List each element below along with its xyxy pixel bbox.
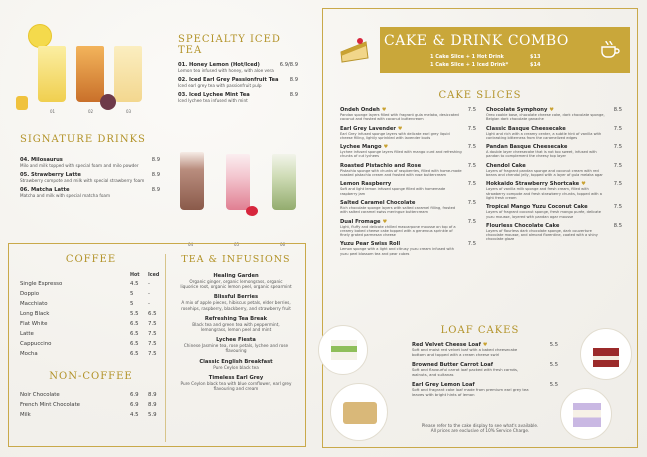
section-title: LOAF CAKES — [440, 325, 520, 336]
loaf-price: 5.5 — [549, 342, 558, 348]
cake-photo-earl-lavender — [560, 388, 612, 440]
photo-label: 05 — [234, 242, 240, 247]
photo-label: 01 — [50, 109, 56, 114]
photo-label: 06 — [280, 242, 286, 247]
photo-label: 03 — [126, 109, 132, 114]
cake-item — [340, 219, 476, 238]
cake-name-text: Yuzu Pear Swiss Roll — [340, 241, 401, 248]
menu-item-name: 06. Matcha Latte — [20, 187, 70, 194]
menu-item-desc: Iced earl grey tea with passionfruit pulp — [178, 83, 262, 89]
heart-icon: ♥ — [549, 107, 554, 113]
cake-slice-icon — [338, 32, 372, 66]
tea-name: Blissful Berries — [213, 294, 259, 301]
price-row — [20, 301, 162, 311]
cake-name-text: Lemon Raspberry — [340, 181, 392, 188]
price-hot: 6.9 — [130, 402, 139, 408]
menu-item-price: 8.9 — [151, 187, 160, 194]
cake-price: 7.5 — [613, 125, 622, 132]
tea-item — [170, 273, 302, 289]
cake-price: 7.5 — [467, 125, 476, 132]
cake-desc: Pandan sponge layers filled with fragrant gula melaka, desiccated coconut and frosted with coconut buttercream — [340, 113, 459, 122]
loaf-desc: Soft and moist red velvet loaf with a baked cheesecake bottom and topped with a cream cheese swirl — [412, 347, 518, 357]
loaf-item — [412, 362, 558, 377]
cake-name-text: Dual Fromage — [340, 218, 381, 225]
menu-item-price: 8.9 — [151, 172, 160, 179]
cake-photo-ondeh — [318, 325, 368, 375]
combo-line: 1 Cake Slice + 1 Hot Drink — [430, 54, 504, 60]
cake-price: 7.5 — [613, 162, 622, 169]
price-row — [20, 321, 162, 331]
heart-icon: ♥ — [382, 218, 388, 225]
tea-item — [170, 294, 302, 310]
cake-desc: Lemon sponge with a light and citrusy yuzu cream infused with yuzu peel blossom tea and pear cubes — [340, 247, 455, 256]
loaf-name-text: Browned Butter Carrot Loaf — [412, 362, 493, 368]
tea-item — [170, 316, 302, 332]
cake-desc: Rich chocolate sponge layers with salted caramel filling, frosted with salted caramel swiss meringue buttercream — [340, 205, 456, 215]
section-title: CAKE SLICES — [438, 90, 522, 101]
cake-name-text: Tropical Mango Yuzu Coconut Cake — [486, 204, 588, 211]
cake-item — [486, 144, 622, 159]
tea-desc: Black tea and green tea with peppermint, lemongrass, lemon peel and mint — [192, 321, 280, 333]
heart-icon: ♥ — [383, 144, 389, 151]
combo-price: $13 — [530, 54, 541, 60]
tea-item — [170, 375, 302, 391]
coffee-cup-icon — [598, 37, 622, 61]
cake-desc: Light, fluffy and delicate chilled mascarpone mousse on top of a creamy baked cheese cake topped with a generous sprinkle of finely grated parmesan cheese — [340, 224, 456, 238]
item-name: Long Black — [20, 311, 50, 317]
price-iced: 8.9 — [148, 392, 157, 398]
price-hot: 4.5 — [130, 412, 139, 418]
price-hot: 6.5 — [130, 331, 139, 337]
loaf-item — [412, 382, 558, 397]
tea-section — [170, 254, 302, 396]
cake-name-text: Chendol Cake — [486, 162, 526, 169]
item-name: Milk — [20, 412, 31, 418]
coffee-section — [20, 254, 162, 422]
cake-item — [340, 181, 476, 196]
price-iced: - — [148, 291, 150, 297]
section-title: SIGNATURE DRINKS — [20, 134, 146, 145]
loaf-item — [412, 342, 558, 357]
section-title: SPECIALTY ICED TEA — [178, 34, 281, 56]
menu-item-name: 01. Honey Lemon (Hot/Iced) — [178, 62, 260, 68]
item-name: French Mint Chocolate — [20, 402, 80, 408]
col-hot: Hot — [130, 273, 140, 278]
menu-item-desc: Milo and milk topped with special foam and milo powder — [20, 163, 139, 168]
price-row — [20, 311, 162, 321]
tea-desc: A mix of apple pieces, hibiscus petals, elder berries, rosehips, raspberry, blackberry, and strawberry fruit — [181, 300, 291, 311]
col-iced: Iced — [148, 273, 160, 278]
menu-item-desc: Lemon tea infused with honey, with aloe vera — [178, 68, 274, 73]
cake-desc: Layers of fragrant pandan sponge and coconut cream with red beans and chendol jelly, topped with a layer of gula melaka agar — [486, 168, 603, 178]
price-iced: 7.5 — [148, 321, 157, 327]
signature-photos — [170, 140, 310, 250]
menu-item-price: 8.9 — [289, 92, 298, 99]
loaf-desc: Soft and flavourful carrot loaf packed with fresh carrots, walnuts, and sultanas — [412, 367, 519, 377]
cake-price: 7.5 — [467, 199, 476, 206]
cake-name-text: Salted Caramel Chocolate — [340, 199, 416, 206]
heart-icon: ♥ — [397, 125, 403, 132]
menu-item-name: 02. Iced Earl Grey Passionfruit Tea — [178, 77, 279, 84]
cake-item — [340, 163, 476, 178]
cake-price: 7.5 — [613, 204, 622, 211]
price-iced: - — [148, 301, 150, 307]
cake-price: 8.5 — [613, 107, 622, 113]
price-row — [20, 281, 162, 291]
price-row — [20, 341, 162, 351]
menu-item-price: 8.9 — [289, 77, 298, 84]
cake-price: 7.5 — [613, 144, 622, 151]
price-hot: 6.5 — [130, 351, 139, 357]
item-name: Macchiato — [20, 301, 48, 307]
price-iced: 7.5 — [148, 341, 157, 347]
tea-desc: Pure Ceylon black tea — [213, 364, 259, 370]
cake-photo-red-velvet — [580, 328, 632, 380]
loaf-desc: Soft and fragrant cake loaf made from premium earl grey tea leaves with bright hints of lemon — [412, 387, 529, 397]
price-hot: 4.5 — [130, 281, 139, 287]
tea-name: Healing Garden — [213, 273, 259, 279]
section-title: NON-COFFEE — [49, 371, 133, 382]
cake-item — [486, 223, 622, 242]
cake-item — [340, 200, 476, 215]
loaf-price: 5.5 — [549, 362, 558, 368]
cake-item — [486, 107, 622, 122]
loaf-list — [412, 342, 558, 402]
cake-item — [340, 126, 476, 141]
note: Please refer to the cake display to see what's available. — [421, 423, 539, 428]
cake-desc: Soft and light lemon infused sponge filled with homemade raspberry jam — [340, 187, 446, 196]
cake-price: 7.5 — [613, 181, 622, 188]
cake-desc: A double layer cheesecake that is not too sweet, infused with pandan to complement the cheesy top layer — [486, 150, 597, 159]
loaf-price: 5.5 — [549, 382, 558, 388]
specialty-photos — [14, 16, 166, 116]
tea-name: Refreshing Tea Break — [204, 315, 268, 322]
tea-name: Timeless Earl Grey — [208, 374, 264, 381]
cake-name-text: Classic Basque Cheesecake — [486, 125, 566, 132]
tea-desc: Chinese Jasmine tea, rose petals, lychee and rose flavouring — [183, 343, 289, 354]
heart-icon: ♥ — [381, 107, 387, 113]
cake-name-text: Flourless Chocolate Cake — [486, 222, 560, 229]
cake-price: 7.5 — [467, 162, 476, 169]
price-iced: 7.5 — [148, 331, 157, 337]
heart-icon: ♥ — [482, 342, 488, 348]
menu-item-desc: Matcha and milk with special matcha foam — [20, 193, 111, 199]
menu-item-price: 6.9/8.9 — [279, 62, 298, 68]
cake-desc: Pistachio sponge with chunks of raspberries, filled with home-made roasted pistachio cream and frosted with rose buttercream — [340, 168, 462, 178]
cake-price: 7.5 — [467, 144, 476, 151]
combo-price: $14 — [530, 62, 541, 68]
cake-price: 8.5 — [613, 222, 622, 229]
cake-photo-earl-loaf — [330, 383, 388, 441]
menu-item-name: 03. Iced Lychee Mint Tea — [178, 92, 250, 99]
tea-item — [170, 359, 302, 370]
item-name: Doppio — [20, 291, 40, 297]
cake-item — [340, 144, 476, 159]
cake-slices-left — [340, 107, 476, 260]
cake-name-text: Ondeh Ondeh — [340, 107, 380, 113]
item-name: Latte — [20, 331, 34, 337]
item-name: Mocha — [20, 351, 38, 357]
price-iced: 5.9 — [148, 412, 157, 418]
tea-desc: Organic ginger, organic lemongrass, organic liquorice root, organic lemon peel, organic spearmint — [180, 279, 292, 290]
cake-item — [486, 163, 622, 178]
price-hot: 6.5 — [130, 321, 139, 327]
cake-item — [340, 241, 476, 256]
loaf-name-text: Earl Grey Lemon Loaf — [412, 382, 475, 388]
cake-desc: Oreo cookie base, chocolate cheese cake, dark chocolate sponge, Belgian dark chocolate ganache — [486, 113, 605, 122]
menu-item-name: 04. Milosaurus — [20, 157, 63, 163]
price-row — [20, 331, 162, 341]
menu-item-desc: Iced lychee tea infused with mint — [178, 98, 248, 104]
price-row — [20, 351, 162, 361]
price-row — [20, 412, 162, 422]
price-iced: 7.5 — [148, 351, 157, 357]
section-title: TEA & INFUSIONS — [181, 254, 291, 265]
combo-line: 1 Cake Slice + 1 Iced Drink* — [430, 62, 509, 68]
cake-desc: Light and rich with a creamy center, a subtle hint of vanilla with contrasting bitterness from the caramelized edges — [486, 131, 602, 140]
price-hot: 5.5 — [130, 311, 139, 317]
loaf-name-text: Red Velvet Cheese Loaf — [412, 342, 481, 348]
cake-desc: Lychee infused sponge layers filled with mango curd and refreshing chunks of cut lychees — [340, 150, 462, 159]
tea-name: Lychee Fiesta — [216, 337, 256, 344]
price-row — [20, 392, 162, 402]
price-hot: 5 — [130, 291, 134, 297]
cake-name-text: Lychee Mango — [340, 144, 382, 151]
price-row — [20, 402, 162, 412]
cake-name-text: Hokkaido Strawberry Shortcake — [486, 181, 580, 188]
price-row — [20, 291, 162, 301]
cake-item — [340, 107, 476, 122]
cake-price: 7.5 — [467, 107, 476, 113]
cake-desc: Earl Grey infused sponge layers with delicate earl grey liquid cheese filling, lightly sprinkled with lavender buds — [340, 131, 450, 140]
combo-banner — [380, 27, 630, 73]
specialty-section — [178, 34, 298, 104]
item-name: Noir Chocolate — [20, 392, 60, 398]
tea-item — [170, 337, 302, 353]
photo-label: 02 — [88, 109, 94, 114]
price-hot: 5 — [130, 301, 134, 307]
cake-item — [486, 181, 622, 200]
price-iced: 6.5 — [148, 311, 157, 317]
cake-price: 7.5 — [467, 218, 476, 225]
combo-title: CAKE & DRINK COMBO — [384, 33, 569, 49]
item-name: Cappuccino — [20, 341, 52, 347]
cake-price: 7.5 — [467, 181, 476, 188]
photo-label: 04 — [188, 242, 194, 247]
cake-item — [486, 204, 622, 219]
cake-desc: Layers of flourless dark chocolate sponge, dark couverture chocolate mousse, and almond florentine, coated with a shiny chocolate glaze — [486, 228, 598, 242]
cake-name-text: Roasted Pistachio and Rose — [340, 162, 422, 169]
price-iced: - — [148, 281, 150, 287]
cake-name-text: Pandan Basque Cheesecake — [486, 144, 568, 151]
note: All prices are exclusive of 10% Service Charge. — [430, 428, 530, 434]
cake-item — [486, 126, 622, 141]
item-name: Flat White — [20, 321, 48, 327]
price-iced: 8.9 — [148, 402, 157, 408]
price-hot: 6.9 — [130, 392, 139, 398]
cake-desc: Layers of vanilla milk sponge and fresh cream, filled with strawberry compote and fresh strawberry chunks, topped with a light fresh cream — [486, 187, 602, 200]
tea-desc: Pure Ceylon black tea with blue cornflower, earl grey flavouring and cream — [180, 380, 292, 392]
menu-item-price: 8.9 — [151, 157, 160, 163]
menu-item-name: 05. Strawberry Latte — [20, 172, 81, 179]
cake-slices-right — [486, 107, 622, 246]
cake-price: 7.5 — [467, 241, 476, 248]
menu-item-desc: Strawberry compote and milk with special strawberry foam — [20, 178, 145, 184]
section-title: COFFEE — [65, 254, 117, 265]
cake-name-text: Chocolate Symphony — [486, 107, 548, 113]
signature-section — [20, 134, 160, 199]
cake-name-text: Earl Grey Lavender — [340, 125, 396, 132]
item-name: Single Espresso — [20, 281, 63, 287]
tea-name: Classic English Breakfast — [199, 358, 273, 365]
cake-desc: Layers of fragrant coconut sponge, fresh mango purée, delicate yuzu mousse, layered with pandan agar mousse — [486, 210, 601, 219]
price-hot: 6.5 — [130, 341, 139, 347]
heart-icon: ♥ — [581, 181, 586, 188]
